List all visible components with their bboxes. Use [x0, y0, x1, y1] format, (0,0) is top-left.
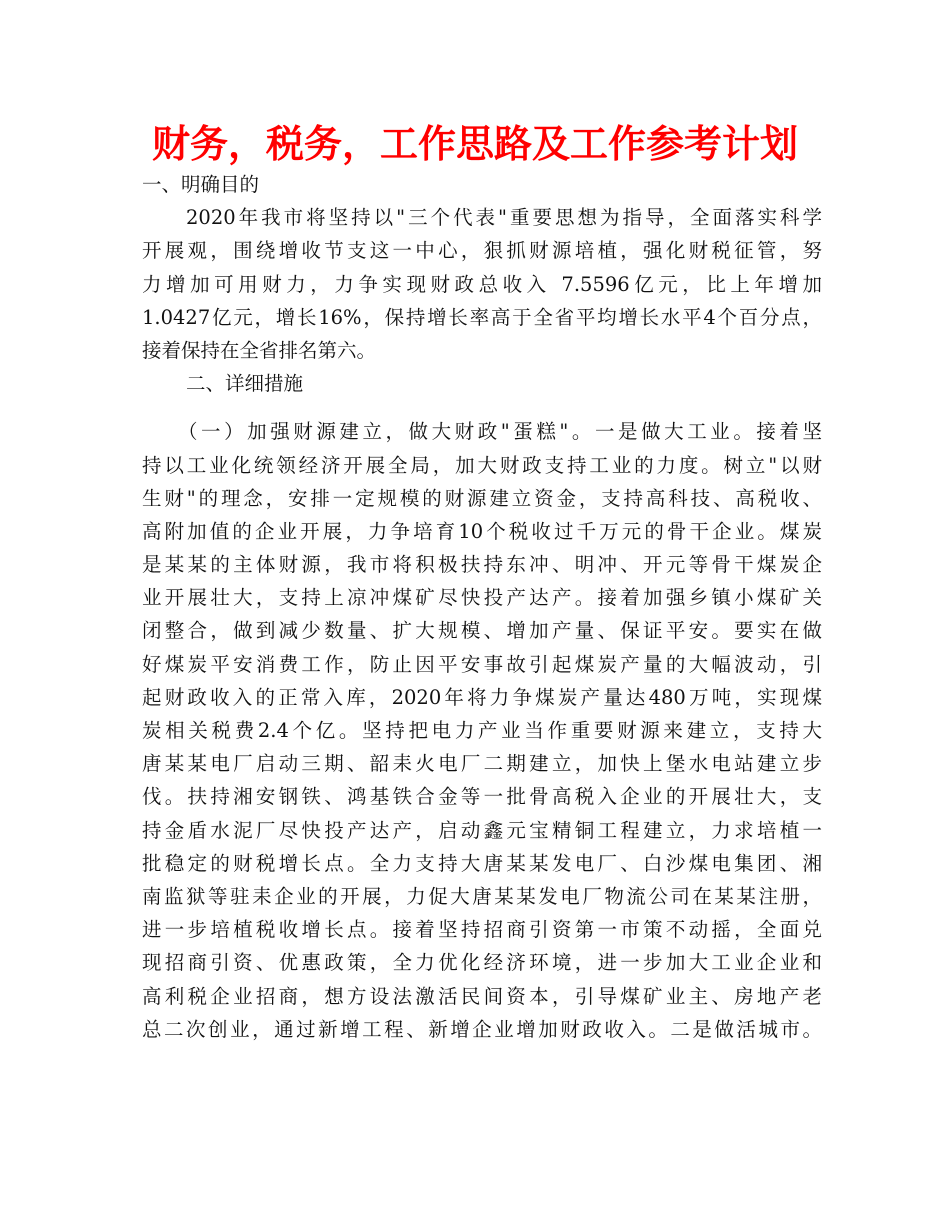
text-line: 总二次创业，通过新增工程、新增企业增加财政收入。二是做活城市。: [142, 1017, 822, 1041]
text-line: （一）加强财源建立，做大财政"蛋糕"。一是做大工业。接着坚: [178, 420, 822, 444]
text-line: 生财"的理念，安排一定规模的财源建立资金，支持高科技、高税收、: [142, 486, 822, 510]
text-line: 唐某某电厂启动三期、韶耒火电厂二期建立，加快上堡水电站建立步: [142, 752, 822, 776]
text-line: 进一步培植税收增长点。接着坚持招商引资第一市策不动摇，全面兑: [142, 918, 822, 942]
text-line: 持金盾水泥厂尽快投产达产，启动鑫元宝精铜工程建立，力求培植一: [142, 818, 822, 842]
paragraph-gap: [142, 400, 822, 415]
text-line: 二、详细措施: [186, 372, 304, 396]
text-line: 高利税企业招商，想方设法激活民间资本，引导煤矿业主、房地产老: [142, 984, 822, 1008]
text-line: 开展观，围绕增收节支这一中心，狠抓财源培植，强化财税征管，努: [142, 239, 822, 263]
text-line: 1.0427亿元，增长16%，保持增长率高于全省平均增长水平4个百分点，: [142, 305, 822, 329]
text-line: 闭整合，做到减少数量、扩大规模、增加产量、保证平安。要实在做: [142, 619, 822, 643]
text-line: 好煤炭平安消费工作，防止因平安事故引起煤炭产量的大幅波动，引: [142, 652, 822, 676]
text-line: 接着保持在全省排名第六。: [142, 338, 377, 362]
text-line: 批稳定的财税增长点。全力支持大唐某某发电厂、白沙煤电集团、湘: [142, 851, 822, 875]
document-body: [142, 168, 822, 1046]
text-line: 起财政收入的正常入库，2020年将力争煤炭产量达480万吨，实现煤: [142, 685, 822, 709]
text-line: 持以工业化统领经济开展全局，加大财政支持工业的力度。树立"以财: [142, 453, 822, 477]
text-line: 炭相关税费2.4个亿。坚持把电力产业当作重要财源来建立，支持大: [142, 719, 822, 742]
document-title: 财务，税务，工作思路及工作参考计划: [151, 122, 798, 166]
text-line: 力增加可用财力，力争实现财政总收入 7.5596亿元，比上年增加: [142, 272, 822, 296]
text-line: 2020年我市将坚持以"三个代表"重要思想为指导，全面落实科学: [186, 206, 822, 230]
text-line: 业开展壮大，支持上凉冲煤矿尽快投产达产。接着加强乡镇小煤矿关: [142, 586, 822, 610]
text-line: 高附加值的企业开展，力争培育10个税收过千万元的骨干企业。煤炭: [142, 519, 822, 543]
text-line: 是某某的主体财源，我市将积极扶持东冲、明冲、开元等骨干煤炭企: [142, 553, 822, 577]
text-line: 伐。扶持湘安钢铁、鸿基铁合金等一批骨高税入企业的开展壮大，支: [142, 785, 822, 809]
text-line: 现招商引资、优惠政策，全力优化经济环境，进一步加大工业企业和: [142, 951, 822, 975]
text-line: 南监狱等驻耒企业的开展，力促大唐某某发电厂物流公司在某某注册，: [142, 884, 822, 908]
text-line: 一、明确目的: [142, 173, 260, 196]
